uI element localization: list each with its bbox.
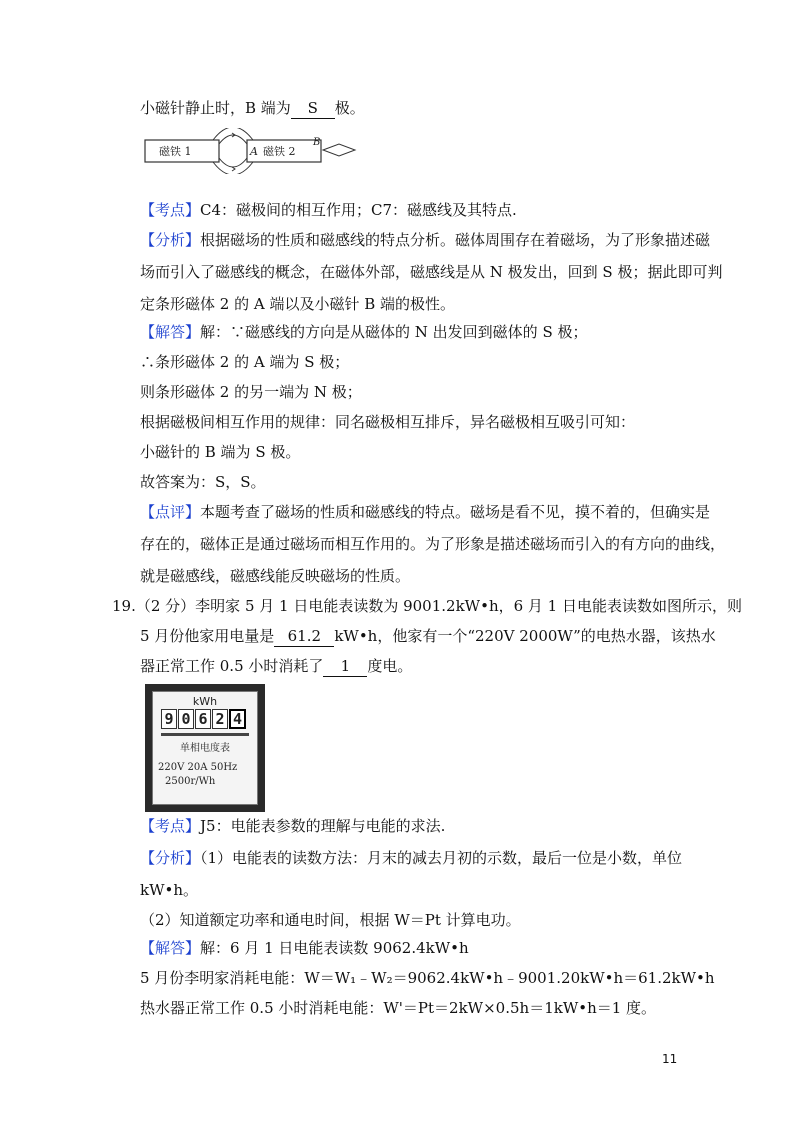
q19-line3-prefix: 器正常工作 0.5 小时消耗了 (140, 657, 324, 675)
q18-jieda-3: 则条形磁体 2 的另一端为 N 极； (140, 383, 362, 401)
q18-tail-line (140, 98, 365, 119)
q19-fenxi-3: （2）知道额定功率和通电时间，根据 W＝Pt 计算电功。 (140, 911, 521, 929)
q19-line-2 (140, 626, 716, 647)
meter-name: 单相电度表 (180, 743, 230, 754)
meter-digit: 9 (161, 709, 177, 729)
q18-jieda-4: 根据磁极间相互作用的规律：同名磁极相互排斥，异名磁极相互吸引可知： (140, 413, 636, 431)
q19-kaodian (140, 816, 445, 836)
electricity-meter-figure (145, 684, 265, 812)
meter-digit-decimal: 4 (229, 709, 246, 729)
q18-dianping-2: 存在的，磁体正是通过磁场而相互作用的。为了形象是描述磁场而引入的有方向的曲线， (140, 535, 726, 553)
compass-needle (323, 144, 355, 156)
q18-fenxi-2: 场而引入了磁感线的概念，在磁体外部，磁感线是从 N 极发出，回到 S 极；据此即可判 (140, 263, 723, 281)
magnet-figure (143, 128, 358, 174)
page-number: 11 (662, 1052, 678, 1066)
q19-jieda-3: 热水器正常工作 0.5 小时消耗电能：W'＝Pt＝2kW×0.5h＝1kW•h＝1 度。 (140, 999, 657, 1017)
q19-line-3 (140, 656, 412, 677)
q19-fenxi-1 (140, 848, 682, 868)
meter-digits (161, 709, 246, 729)
meter-digit: 6 (195, 709, 211, 729)
b-end-label: B (313, 137, 321, 148)
kaodian-tag: 【考点】 (140, 817, 201, 835)
meter-spec-2: 2500r/Wh (165, 776, 216, 787)
q19-number: 19. (112, 597, 136, 615)
meter-face (152, 691, 258, 805)
q18-fenxi-3: 定条形磁体 2 的 A 端以及小磁针 B 端的极性。 (140, 295, 456, 313)
meter-digit: 2 (212, 709, 228, 729)
jieda-text: 解：∵磁感线的方向是从磁体的 N 出发回到磁体的 S 极； (200, 323, 588, 341)
q18-tail-prefix: 小磁针静止时，B 端为 (140, 99, 291, 117)
q18-jieda-2: ∴条形磁体 2 的 A 端为 S 极； (140, 353, 350, 371)
q19-line2-mid: kW•h，他家有一个“220V 2000W”的电热水器，该热水 (334, 627, 716, 645)
a-end-label: A (250, 145, 258, 158)
q19-line2-prefix: 5 月份他家用电量是 (140, 627, 275, 645)
jieda-text: 解：6 月 1 日电能表读数 9062.4kW•h (200, 939, 469, 957)
jieda-tag: 【解答】 (140, 323, 201, 341)
dianping-tag: 【点评】 (140, 503, 201, 521)
q19-jieda-1 (140, 938, 469, 958)
q18-answer-blank: S (291, 98, 335, 119)
kaodian-text: C4：磁极间的相互作用；C7：磁感线及其特点. (200, 201, 517, 219)
meter-divider (161, 733, 249, 736)
q19-line3-suffix: 度电。 (367, 657, 413, 675)
magnet2-label: 磁铁 2 (263, 145, 296, 158)
q18-kaodian (140, 200, 517, 220)
meter-unit: kWh (192, 695, 218, 708)
fenxi-tag: 【分析】 (140, 231, 201, 249)
meter-digit: 0 (178, 709, 194, 729)
q19-fenxi-2: kW•h。 (140, 881, 199, 899)
meter-spec-1: 220V 20A 50Hz (158, 762, 238, 773)
fenxi-tag: 【分析】 (140, 849, 201, 867)
q18-fenxi-1 (140, 230, 710, 250)
fenxi-text: 根据磁场的性质和磁感线的特点分析。磁体周围存在着磁场，为了形象描述磁 (200, 231, 711, 249)
q19-jieda-2: 5 月份李明家消耗电能：W＝W₁﹣W₂＝9062.4kW•h﹣9001.20kW•h＝61.2kW•h (140, 969, 715, 987)
kaodian-text: J5：电能表参数的理解与电能的求法. (200, 817, 446, 835)
q19-line-1 (112, 596, 742, 616)
dianping-text: 本题考查了磁场的性质和磁感线的特点。磁场是看不见，摸不着的，但确实是 (200, 503, 711, 521)
kaodian-tag: 【考点】 (140, 201, 201, 219)
magnet1-label: 磁铁 1 (159, 145, 192, 158)
q19-answer1-blank: 61.2 (274, 626, 334, 647)
q18-tail-suffix: 极。 (334, 99, 365, 117)
q18-dianping-1 (140, 502, 710, 522)
q18-jieda-6: 故答案为：S，S。 (140, 473, 266, 491)
q18-jieda-5: 小磁针的 B 端为 S 极。 (140, 443, 301, 461)
q19-answer2-blank: 1 (323, 656, 367, 677)
q19-text-1: （2 分）李明家 5 月 1 日电能表读数为 9001.2kW•h，6 月 1 日电能表读数如图所示，则 (135, 597, 742, 615)
jieda-tag: 【解答】 (140, 939, 201, 957)
fenxi-text: （1）电能表的读数方法：月末的减去月初的示数，最后一位是小数，单位 (200, 849, 683, 867)
q18-jieda-1 (140, 322, 588, 342)
q18-dianping-3: 就是磁感线，磁感线能反映磁场的性质。 (140, 567, 411, 585)
